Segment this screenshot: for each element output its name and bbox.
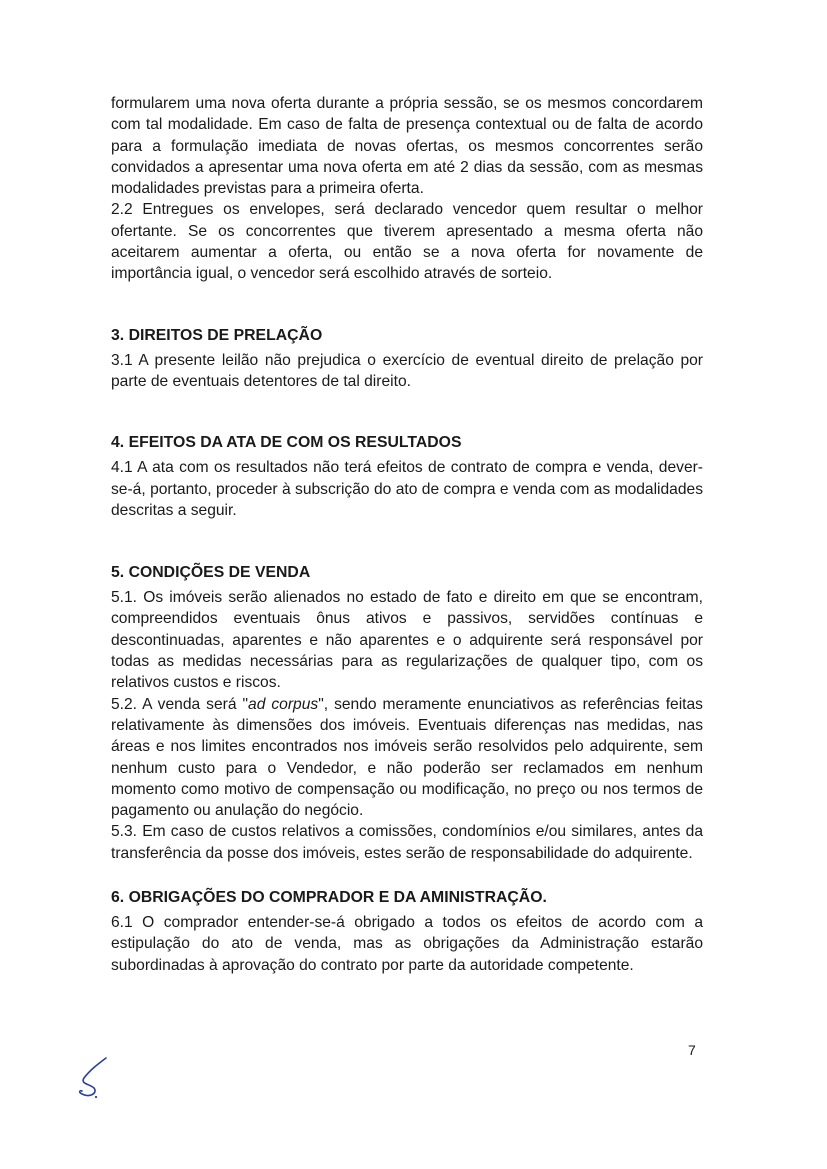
clause-5-2 [111,694,703,822]
page-number: 7 [688,1042,696,1058]
clause-5-1: 5.1. Os imóveis serão alienados no estado de fato e direito em que se encontram, compreendidos eventuais ônus ativos e passivos, servidões contínuas e descontinuadas, aparentes e não aparentes e o adquirente será responsável por todas as medidas necessárias para as regularizações de qualquer tipo, com os relativos custos e riscos. [111,589,703,692]
section-5 [111,562,703,864]
clause-2-2: 2.2 Entregues os envelopes, será declarado vencedor quem resultar o melhor ofertante. Se os concorrentes que tiverem apresentado a mesma oferta não aceitarem aumentar a oferta, ou então se a nova oferta for novamente de importância igual, o vencedor será escolhido através de sorteio. [111,201,703,283]
handwritten-signature [60,1054,120,1106]
section-3-heading: 3. DIREITOS DE PRELAÇÃO [111,326,323,344]
clause-4-1: 4.1 A ata com os resultados não terá efeitos de contrato de compra e venda, dever-se-á, portanto, proceder à subscrição do ato de compra e venda com as modalidades descritas a seguir. [111,459,703,519]
document-body [111,93,703,976]
clause-5-2-after: ", sendo meramente enunciativos as referências feitas relativamente às dimensões dos imóveis. Eventuais diferenças nas medidas, nas áreas e nos limites encontrados nos imóveis serão resolvidos pelo adquirente, sem nenhum custo para o Vendedor, e não poderão ser reclamados em nenhum momento como motivo de compensação ou modificação, no preço ou nos termos de pagamento ou anulação do negócio. [111,695,703,820]
section-6 [111,887,703,976]
clause-5-2-before: 5.2. A venda será " [111,695,249,713]
section-5-heading: 5. CONDIÇÕES DE VENDA [111,564,311,582]
clause-6-1: 6.1 O comprador entender-se-á obrigado a todos os efeitos de acordo com a estipulação do ato de venda, mas as obrigações da Administração estarão subordinadas à aprovação do contrato por parte da autoridade competente. [111,914,703,974]
clause-5-3: 5.3. Em caso de custos relativos a comissões, condomínios e/ou similares, antes da transferência da posse dos imóveis, estes serão de responsabilidade do adquirente. [111,823,703,862]
section-4 [111,432,703,521]
intro-paragraph: formularem uma nova oferta durante a própria sessão, se os mesmos concordarem com tal modalidade. Em caso de falta de presença contextual ou de falta de acordo para a formulação imediata de novas ofertas, os mesmos concorrentes serão convidados a apresentar uma nova oferta em até 2 dias da sessão, com as mesmas modalidades previstas para a primeira oferta. [111,95,703,198]
clause-5-2-italic: ad corpus [248,695,319,713]
clause-3-1: 3.1 A presente leilão não prejudica o exercício de eventual direito de prelação por parte de eventuais detentores de tal direito. [111,351,703,390]
section-6-heading: 6. OBRIGAÇÕES DO COMPRADOR E DA AMINISTRAÇÃO. [111,889,547,907]
section-3 [111,325,703,393]
section-4-heading: 4. EFEITOS DA ATA DE COM OS RESULTADOS [111,434,462,452]
